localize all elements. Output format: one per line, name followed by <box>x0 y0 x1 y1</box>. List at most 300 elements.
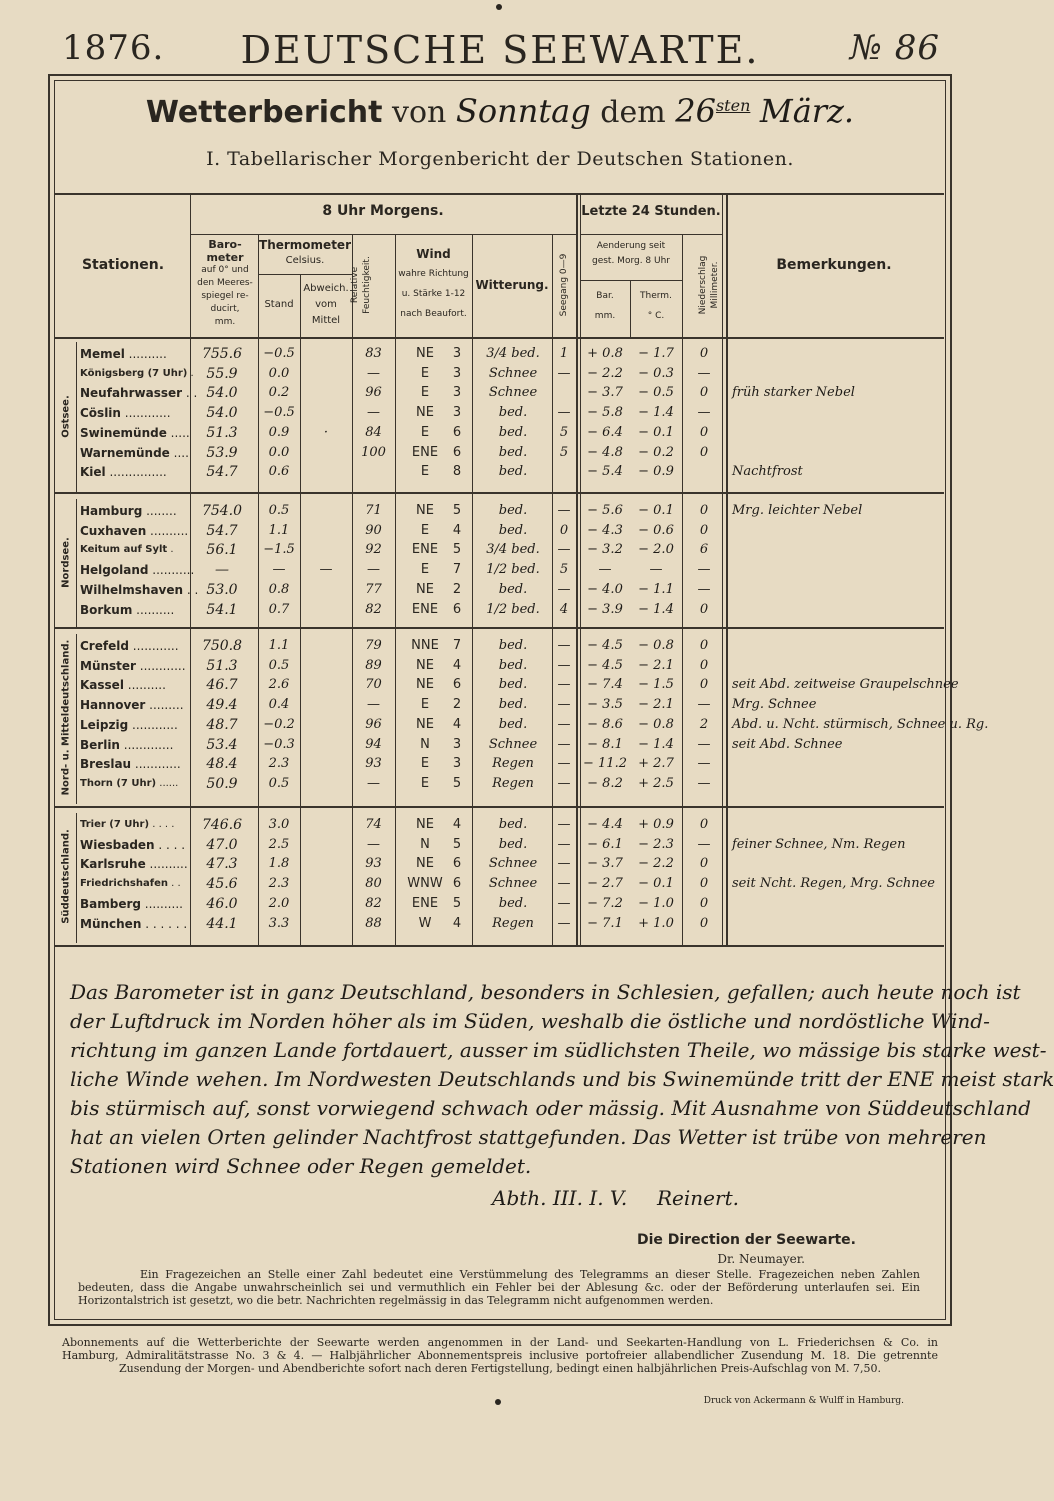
abweich-value <box>300 815 352 835</box>
station-name <box>80 914 188 934</box>
delta-therm: − 2.0 <box>638 542 674 558</box>
table-row <box>0 443 1000 463</box>
delta-bar: − 5.6 <box>587 503 623 518</box>
station-name <box>80 715 188 735</box>
station-name-text: Hannover <box>80 698 146 713</box>
station-name-text: Münster <box>80 658 136 673</box>
abweich-value <box>300 656 352 676</box>
note-line: der Luftdruck im Norden höher als im Süden, weshalb die östliche und nordöstliche Wind- <box>70 1009 990 1033</box>
bemerkung <box>732 560 944 580</box>
stand-value: −0.2 <box>263 716 295 732</box>
bemerkung <box>732 423 944 443</box>
stand-value: −0.5 <box>263 405 295 421</box>
station-name-text: Hamburg <box>80 504 143 518</box>
delta-bar: − 4.5 <box>587 657 623 673</box>
seegang-value: — <box>557 876 571 892</box>
baro-value: 50.9 <box>206 775 238 792</box>
feucht-value: 93 <box>365 856 382 872</box>
station-name-text: Thorn (7 Uhr) <box>80 777 157 789</box>
seegang-value: 0 <box>559 522 569 538</box>
stand-value: 0.5 <box>268 657 290 673</box>
leader-dots: ............ <box>131 757 181 772</box>
seegang-value: — <box>557 756 571 772</box>
station-name-text: Warnemünde <box>80 445 170 460</box>
table-row <box>0 754 1000 774</box>
bemerkung <box>732 521 944 541</box>
station-name-text: Helgoland <box>80 563 149 578</box>
witterung-value: Schnee <box>488 876 538 892</box>
wind-direction: NE <box>416 346 434 361</box>
col-seegang: Seegang 0—9 <box>559 253 569 317</box>
wind-direction: W <box>418 915 432 931</box>
delta-therm: − 0.1 <box>638 424 674 440</box>
bemerkung: seit Abd. Schnee <box>732 736 843 752</box>
seegang-value: 1 <box>559 346 569 361</box>
report-title: Wetterbericht von Sonntag dem $26^{sten}$ März. <box>145 92 855 130</box>
table-row <box>0 423 1000 443</box>
feucht-value: — <box>367 365 380 381</box>
leader-dots: .......... <box>140 896 183 911</box>
niederschlag-value: 0 <box>699 677 709 693</box>
baro-value: 55.9 <box>206 365 238 382</box>
witterung-value: bed. <box>498 424 528 440</box>
wind-force: 6 <box>452 677 462 693</box>
delta-bar: − 3.9 <box>587 601 623 617</box>
station-name <box>80 854 188 874</box>
stand-value: 0.8 <box>268 581 290 597</box>
col-barometer: spiegel re- <box>201 291 249 301</box>
niederschlag-value: 6 <box>699 542 709 558</box>
note-line: Stationen wird Schnee oder Regen gemeldet. <box>70 1154 532 1178</box>
delta-therm: − 0.1 <box>638 503 674 518</box>
wind-force: 2 <box>452 697 462 713</box>
wind-direction: E <box>420 424 430 440</box>
witterung-value: Regen <box>492 775 534 791</box>
subscription-info <box>62 1336 938 1375</box>
abweich-value <box>300 835 352 855</box>
station-name <box>80 695 188 715</box>
wind-force: 7 <box>452 638 462 653</box>
leader-dots: ............... <box>105 465 167 480</box>
niederschlag-value: 0 <box>699 346 709 361</box>
baro-value: 53.0 <box>206 581 238 598</box>
col-barometer: ducirt, <box>210 304 240 314</box>
wind-direction: NE <box>416 856 434 872</box>
feucht-value: 83 <box>365 346 382 361</box>
baro-value: 54.1 <box>206 601 238 618</box>
abweich-value <box>300 715 352 735</box>
footnote-line: bedeuten, dass die Angabe unwahrscheinlich sei und vermuthlich ein Fehler bei der Ablesung &c. oder der Beförderung unterlaufen sei. Ein <box>78 1281 920 1294</box>
delta-therm: − 1.4 <box>638 736 674 752</box>
feucht-value: — <box>367 405 380 421</box>
punch-dot-bottom <box>495 1399 501 1405</box>
wind-force: 3 <box>452 385 462 401</box>
table-row <box>0 675 1000 695</box>
seegang-value: — <box>557 817 571 832</box>
rule <box>54 806 944 808</box>
col-bar: Bar. <box>596 291 614 301</box>
delta-therm: − 1.7 <box>638 346 674 361</box>
delta-bar: − 3.7 <box>587 856 623 872</box>
col-stationen: Stationen. <box>81 257 165 273</box>
niederschlag-value: 0 <box>699 522 709 538</box>
note-line: hat an vielen Orten gelinder Nachtfrost stattgefunden. Das Wetter ist trübe von mehreren <box>70 1125 987 1149</box>
col-wind: nach Beaufort. <box>400 309 467 319</box>
col-stand: Stand <box>264 299 294 310</box>
baro-value: 45.6 <box>206 876 238 893</box>
station-name-text: Trier (7 Uhr) <box>80 819 150 830</box>
abweich-value: · <box>323 424 329 440</box>
delta-bar: − 3.7 <box>587 385 623 401</box>
baro-value: 46.7 <box>206 677 238 694</box>
abweich-value <box>300 364 352 384</box>
feucht-value: — <box>367 562 380 578</box>
stand-value: — <box>272 562 286 578</box>
col-witterung: Witterung. <box>475 278 549 292</box>
rule <box>54 337 944 339</box>
delta-bar: − 6.1 <box>587 836 623 852</box>
abweich-value <box>300 501 352 521</box>
delta-bar: − 4.0 <box>587 581 623 597</box>
delta-therm: − 2.1 <box>638 657 674 673</box>
stand-value: 0.7 <box>268 601 290 617</box>
col-thermometer: Thermometer <box>259 238 351 252</box>
niederschlag-value: — <box>697 405 711 421</box>
delta-therm: − 1.4 <box>638 405 674 421</box>
wind-direction: NE <box>416 503 434 518</box>
wind-direction: ENE <box>411 601 439 617</box>
table-row <box>0 874 1000 894</box>
station-name-text: Karlsruhe <box>80 857 146 872</box>
delta-bar: − 11.2 <box>583 756 627 772</box>
witterung-value: bed. <box>498 677 528 693</box>
col-therm: ° C. <box>647 311 665 321</box>
col-barometer: Baro- <box>208 238 242 251</box>
baro-value: 51.3 <box>206 424 238 441</box>
leader-dots: . . <box>183 582 199 597</box>
delta-therm: − 0.8 <box>638 716 674 732</box>
niederschlag-value: 0 <box>699 915 709 931</box>
publisher-title: DEUTSCHE SEEWARTE. <box>240 28 760 72</box>
leader-dots: . <box>187 367 194 379</box>
leader-dots: ......... <box>145 698 184 713</box>
bemerkung: Abd. u. Ncht. stürmisch, Schnee u. Rg. <box>732 716 989 732</box>
station-name-text: Neufahrwasser <box>80 386 183 401</box>
abweich-value <box>300 854 352 874</box>
feucht-value: 93 <box>365 756 382 772</box>
wind-force: 3 <box>452 405 462 421</box>
stand-value: −0.5 <box>263 346 295 361</box>
delta-bar: − 6.4 <box>587 424 623 440</box>
col-barometer: den Meeres- <box>197 278 253 288</box>
delta-therm: + 2.7 <box>638 756 674 772</box>
feucht-value: 79 <box>365 638 382 653</box>
table-row <box>0 383 1000 403</box>
wind-force: 5 <box>452 836 462 852</box>
delta-therm: − 1.0 <box>638 895 674 911</box>
witterung-value: bed. <box>498 503 528 518</box>
stand-value: 1.8 <box>268 856 290 872</box>
bemerkung <box>732 600 944 620</box>
wind-direction: ENE <box>411 444 439 460</box>
wind-direction: E <box>420 697 430 713</box>
seegang-value: — <box>557 503 571 518</box>
wind-force: 8 <box>452 464 462 480</box>
stand-value: 2.3 <box>268 876 290 892</box>
witterung-value: Regen <box>492 915 534 931</box>
bemerkung <box>732 754 944 774</box>
bemerkung: Nachtfrost <box>732 464 803 480</box>
abweich-value <box>300 540 352 560</box>
stand-value: 0.5 <box>268 775 290 791</box>
note-line: liche Winde wehen. Im Nordwesten Deutschlands und bis Swinemünde tritt der ENE meist stark <box>70 1067 1054 1091</box>
baro-value: 48.4 <box>206 756 238 773</box>
witterung-value: 3/4 bed. <box>486 542 540 558</box>
stand-value: 2.0 <box>268 895 290 911</box>
witterung-value: bed. <box>498 581 528 597</box>
subscription-line: Zusendung der Morgen- und Abendberichte sofort nach deren Fertigstellung, bedingt einen halbjährlichen Preis-Aufschlag von M. 7,50. <box>119 1362 881 1375</box>
delta-bar: − 2.7 <box>587 876 623 892</box>
wind-direction: ENE <box>411 542 439 558</box>
region-label: Nord- u. Mitteldeutschland. <box>60 639 72 796</box>
niederschlag-value: — <box>697 697 711 713</box>
rule <box>682 234 683 337</box>
seegang-value: 5 <box>559 562 569 578</box>
witterung-value: bed. <box>498 895 528 911</box>
note-line: richtung im ganzen Lande fortdauert, ausser im südlichsten Theile, wo mässige bis starke west- <box>70 1038 1047 1062</box>
leader-dots: ........ <box>142 504 177 518</box>
stand-value: 0.2 <box>268 385 290 401</box>
delta-bar: − 5.4 <box>587 464 623 480</box>
wind-force: 4 <box>452 915 462 931</box>
feucht-value: — <box>367 836 380 852</box>
station-name <box>80 462 188 482</box>
baro-value: 47.3 <box>206 856 238 873</box>
abweich-value <box>300 735 352 755</box>
seegang-value: — <box>557 736 571 752</box>
direction-title: Die Direction der Seewarte. <box>636 1232 856 1248</box>
niederschlag-value: — <box>697 756 711 772</box>
wind-direction: E <box>420 385 430 401</box>
station-name-text: Wilhelmshaven <box>80 582 184 597</box>
station-name-text: Königsberg (7 Uhr) <box>80 367 188 379</box>
station-name <box>80 735 188 755</box>
feucht-value: 80 <box>365 876 382 892</box>
seegang-value: — <box>557 365 571 381</box>
table-row <box>0 540 1000 560</box>
stand-value: 3.3 <box>268 915 290 931</box>
baro-value: — <box>215 562 229 579</box>
bemerkung <box>732 894 944 914</box>
col-barometer: meter <box>206 251 244 264</box>
witterung-value: bed. <box>498 716 528 732</box>
wind-direction: WNW <box>407 876 443 892</box>
wind-direction: E <box>420 562 430 578</box>
delta-bar: − 8.6 <box>587 716 623 732</box>
wind-force: 5 <box>452 503 462 518</box>
wind-force: 4 <box>452 817 462 832</box>
witterung-value: Schnee <box>488 385 538 401</box>
table-row <box>0 600 1000 620</box>
rule <box>54 492 944 494</box>
delta-bar: − 7.1 <box>587 915 623 931</box>
station-name <box>80 815 188 835</box>
leader-dots: .......... <box>146 523 189 538</box>
feucht-value: 74 <box>365 817 382 832</box>
signature-dept: Abth. III. I. V. <box>492 1186 628 1210</box>
station-name-text: Breslau <box>80 757 132 772</box>
station-name-text: Crefeld <box>80 639 129 653</box>
delta-therm: − 1.5 <box>638 677 674 693</box>
station-name <box>80 580 199 600</box>
delta-therm: − 0.8 <box>638 638 674 653</box>
delta-bar: − 2.2 <box>587 365 623 381</box>
table-row <box>0 815 1000 835</box>
leader-dots: . . . . <box>154 837 186 852</box>
baro-value: 746.6 <box>201 817 243 833</box>
baro-value: 755.6 <box>201 346 243 362</box>
stand-value: 0.6 <box>268 464 290 480</box>
col-abweich: vom <box>315 299 337 310</box>
baro-value: 54.0 <box>206 385 238 402</box>
station-name <box>80 423 188 443</box>
bemerkung <box>732 815 944 835</box>
wind-direction: NE <box>416 716 434 732</box>
abweich-value <box>300 580 352 600</box>
bemerkung: Mrg. leichter Nebel <box>732 503 863 518</box>
station-name <box>80 443 188 463</box>
feucht-value: 70 <box>365 677 382 693</box>
station-name-text: Friedrichshafen <box>80 878 168 890</box>
weather-notes <box>70 978 1054 1181</box>
wind-direction: E <box>420 522 430 538</box>
station-name <box>80 600 188 620</box>
day: 26 <box>675 92 716 130</box>
baro-value: 49.4 <box>206 697 238 714</box>
issue-number: № 86 <box>849 28 940 68</box>
bemerkung <box>732 580 944 600</box>
feucht-value: 82 <box>365 895 382 911</box>
delta-bar: − 4.3 <box>587 522 623 538</box>
station-name <box>80 835 188 855</box>
weekday: Sonntag <box>455 92 591 130</box>
station-name-text: Kassel <box>80 678 124 693</box>
delta-bar: − 7.2 <box>587 895 623 911</box>
seegang-value: 4 <box>559 601 569 617</box>
stand-value: 0.5 <box>268 503 290 518</box>
abweich-value <box>300 521 352 541</box>
wind-force: 3 <box>452 365 462 381</box>
col-abweich: Abweich. <box>303 283 349 294</box>
table-row <box>0 344 1000 364</box>
station-name-text: Berlin <box>80 737 120 752</box>
seegang-value: — <box>557 677 571 693</box>
rule <box>54 193 944 195</box>
feucht-value: 100 <box>361 444 386 460</box>
station-name-text: Cöslin <box>80 406 121 421</box>
seegang-value: — <box>557 895 571 911</box>
niederschlag-value: — <box>697 836 711 852</box>
wind-direction: NE <box>416 657 434 673</box>
station-name <box>80 364 194 384</box>
rule <box>190 234 576 235</box>
delta-bar: — <box>598 562 612 578</box>
wind-force: 6 <box>452 876 462 892</box>
bemerkung: seit Ncht. Regen, Mrg. Schnee <box>732 876 935 892</box>
rule <box>722 193 723 337</box>
table-row <box>0 462 1000 482</box>
niederschlag-value <box>682 462 726 482</box>
abweich-value <box>300 754 352 774</box>
feucht-value: 89 <box>365 657 382 673</box>
leader-dots: ..... <box>166 425 190 440</box>
wind-direction: E <box>420 756 430 772</box>
witterung-value: bed. <box>498 638 528 653</box>
baro-value: 754.0 <box>201 503 243 519</box>
footnote-line: Ein Fragezeichen an Stelle einer Zahl bedeutet eine Verstümmelung des Telegramms an dieser Stelle. Fragezeichen neben Zahlen <box>140 1268 920 1281</box>
leader-dots: .......... <box>132 602 175 617</box>
niederschlag-value: 0 <box>699 601 709 617</box>
niederschlag-value: 0 <box>699 638 709 653</box>
station-name <box>80 560 195 580</box>
stand-value: 1.1 <box>268 638 290 653</box>
table-row <box>0 501 1000 521</box>
niederschlag-value: 0 <box>699 817 709 832</box>
leader-dots: ............ <box>135 658 186 673</box>
table-row <box>0 774 1000 794</box>
wind-direction: NE <box>416 817 434 832</box>
bemerkung <box>732 774 944 794</box>
abweich-value <box>300 774 352 794</box>
col-niederschlag: Millimeter. <box>710 261 720 309</box>
niederschlag-value: — <box>697 581 711 597</box>
leader-dots: . . <box>167 878 181 890</box>
niederschlag-value: 0 <box>699 503 709 518</box>
bemerkung <box>732 443 944 463</box>
witterung-value: bed. <box>498 405 528 421</box>
table-row <box>0 580 1000 600</box>
baro-value: 53.4 <box>206 736 238 753</box>
seegang-value: 5 <box>559 424 569 440</box>
wind-force: 3 <box>452 756 462 772</box>
seegang-value: — <box>557 716 571 732</box>
wind-direction: NNE <box>411 638 439 653</box>
station-name <box>80 874 188 894</box>
abweich-value <box>300 344 352 364</box>
baro-value: 47.0 <box>206 836 238 853</box>
seegang-value <box>552 383 576 403</box>
col-aenderung: Aenderung seit <box>596 241 666 251</box>
niederschlag-value: 0 <box>699 895 709 911</box>
station-name <box>80 754 188 774</box>
table-row <box>0 656 1000 676</box>
seegang-value: — <box>557 856 571 872</box>
stand-value: 0.0 <box>268 365 290 381</box>
station-name-text: Leipzig <box>80 717 129 732</box>
stand-value: 3.0 <box>268 817 290 832</box>
region-label: Nordsee. <box>60 537 72 588</box>
seegang-value <box>552 462 576 482</box>
group-last24: Letzte 24 Stunden. <box>581 204 721 219</box>
stand-value: 2.3 <box>268 756 290 772</box>
station-name-text: München <box>80 916 142 931</box>
station-name-text: Cuxhaven <box>80 523 147 538</box>
feucht-value: — <box>367 697 380 713</box>
col-wind: wahre Richtung <box>398 269 469 279</box>
wind-force: 6 <box>452 601 462 617</box>
niederschlag-value: 0 <box>699 385 709 401</box>
witterung-value: bed. <box>498 817 528 832</box>
